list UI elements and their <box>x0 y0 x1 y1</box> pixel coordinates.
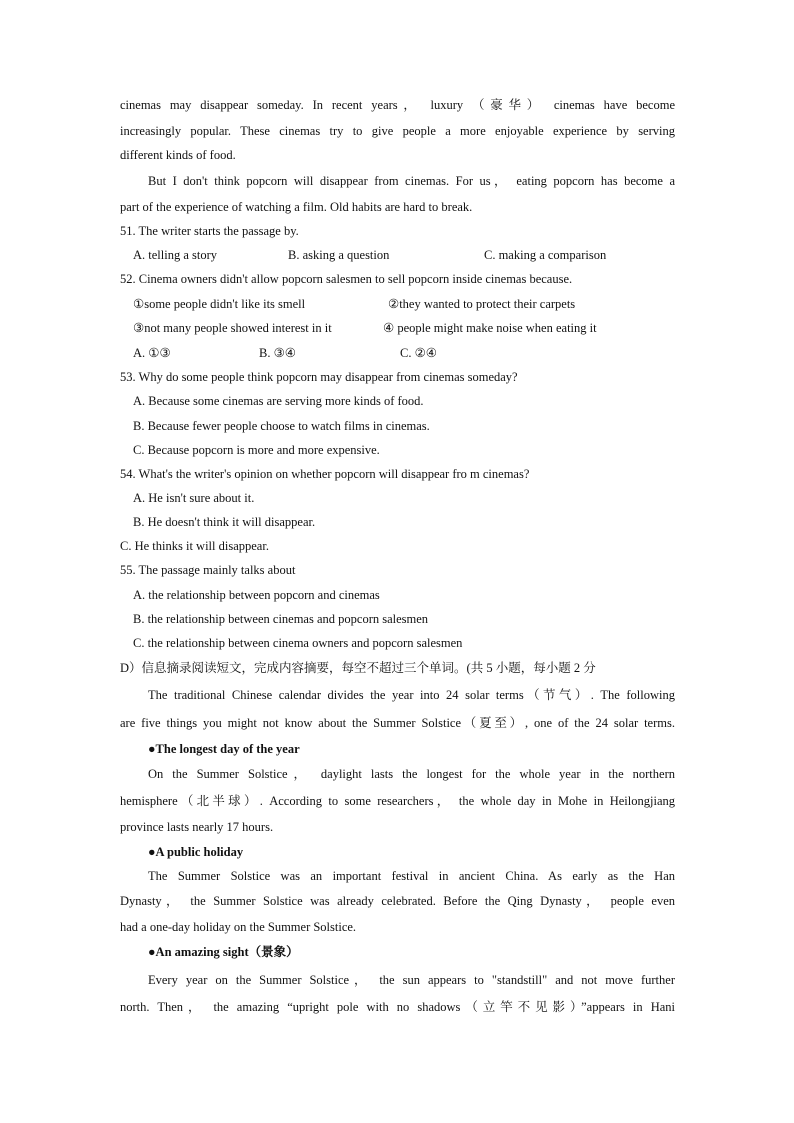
section-d-body-line: Every year on the Summer Solstice， the sun appears to "standstill" and not move further <box>148 973 675 987</box>
q51-option-c: C. making a comparison <box>484 248 607 262</box>
question-53-stem: 53. Why do some people think popcorn may disappear from cinemas someday? <box>120 370 518 384</box>
passage-c-line: But I don't think popcorn will disappear from cinemas. For us， eating popcorn has become a <box>148 174 675 188</box>
q54-option-a: A. He isn't sure about it. <box>133 491 255 505</box>
question-51-stem: 51. The writer starts the passage by. <box>120 224 299 238</box>
section-d-heading: D）信息摘录阅读短文，完成内容摘要，每空不超过三个单词。(共 5 小题，每小题 2 分 <box>120 661 596 675</box>
passage-c-line: cinemas may disappear someday. In recent years， luxury （豪华） cinemas have become <box>120 98 675 112</box>
section-d-intro-line: The traditional Chinese calendar divides the year into 24 solar terms（节气）. The following <box>148 688 675 702</box>
section-d-body-line: north. Then， the amazing “upright pole with no shadows（立竿不见影）”appears in Hani <box>120 1000 675 1014</box>
q52-choice-1: ①some people didn't like its smell <box>133 297 306 311</box>
subheading-longest-day: ●The longest day of the year <box>148 742 300 756</box>
section-d-body-line: Dynasty， the Summer Solstice was already celebrated. Before the Qing Dynasty， people even <box>120 894 675 908</box>
q52-option-c: C. ②④ <box>400 346 437 360</box>
q54-option-c: C. He thinks it will disappear. <box>120 539 269 553</box>
q53-option-b: B. Because fewer people choose to watch films in cinemas. <box>133 419 430 433</box>
question-54-stem: 54. What's the writer's opinion on whether popcorn will disappear fro m cinemas? <box>120 467 530 481</box>
question-55-stem: 55. The passage mainly talks about <box>120 563 296 577</box>
question-52-stem: 52. Cinema owners didn't allow popcorn salesmen to sell popcorn inside cinemas because. <box>120 272 573 286</box>
passage-c-line: part of the experience of watching a film. Old habits are hard to break. <box>120 200 473 214</box>
section-d-intro-line: are five things you might not know about the Summer Solstice（夏至）, one of the 24 solar terms. <box>120 716 675 730</box>
q51-option-a: A. telling a story <box>133 248 218 262</box>
q53-option-c: C. Because popcorn is more and more expensive. <box>133 443 380 457</box>
subheading-public-holiday: ●A public holiday <box>148 845 244 859</box>
q52-choice-2: ②they wanted to protect their carpets <box>388 297 576 311</box>
q52-option-a: A. ①③ <box>133 346 171 360</box>
passage-c-line: different kinds of food. <box>120 148 236 162</box>
q55-option-c: C. the relationship between cinema owners and popcorn salesmen <box>133 636 463 650</box>
section-d-body-line: province lasts nearly 17 hours. <box>120 820 274 834</box>
q51-option-b: B. asking a question <box>288 248 390 262</box>
q52-choice-3: ③not many people showed interest in it <box>133 321 332 335</box>
subheading-amazing-sight: ●An amazing sight（景象） <box>148 945 299 959</box>
section-d-body-line: The Summer Solstice was an important festival in ancient China. As early as the Han <box>148 869 675 883</box>
q54-option-b: B. He doesn't think it will disappear. <box>133 515 316 529</box>
section-d-body-line: had a one-day holiday on the Summer Solstice. <box>120 920 357 934</box>
section-d-body-line: hemisphere（北半球）. According to some researchers， the whole day in Mohe in Heilongjiang <box>120 794 675 808</box>
q55-option-a: A. the relationship between popcorn and cinemas <box>133 588 380 602</box>
q53-option-a: A. Because some cinemas are serving more kinds of food. <box>133 394 424 408</box>
q55-option-b: B. the relationship between cinemas and popcorn salesmen <box>133 612 429 626</box>
passage-c-line: increasingly popular. These cinemas try to give people a more enjoyable experience by serving <box>120 124 675 138</box>
q52-option-b: B. ③④ <box>259 346 296 360</box>
q52-choice-4: ④ people might make noise when eating it <box>383 321 597 335</box>
section-d-body-line: On the Summer Solstice， daylight lasts the longest for the whole year in the northern <box>148 767 675 781</box>
